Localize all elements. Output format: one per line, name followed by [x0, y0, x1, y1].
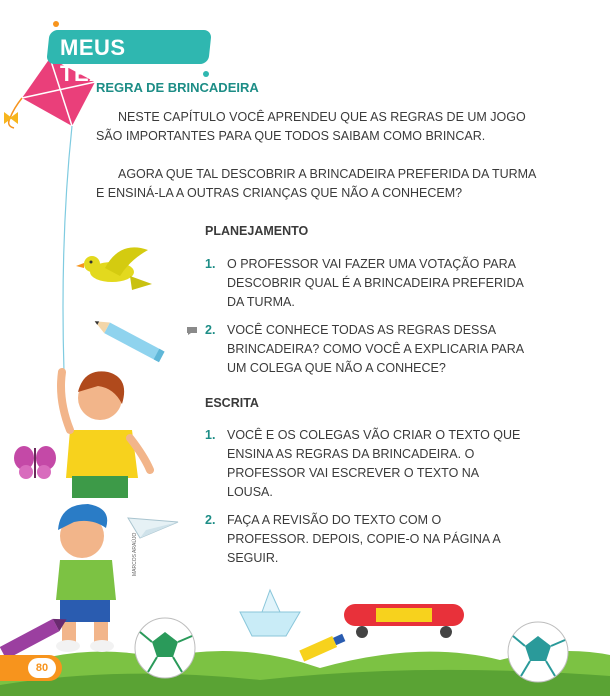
planejamento-item-1 [205, 255, 525, 312]
skateboard-icon [344, 604, 464, 638]
intro-paragraph-2: AGORA QUE TAL DESCOBRIR A BRINCADEIRA PREFERIDA DA TURMA E ENSINÁ-LA A OUTRAS CRIANÇAS QUE NÃO A CONHECEM? [96, 167, 536, 200]
item-text: FAÇA A REVISÃO DO TEXTO COM O PROFESSOR. DEPOIS, COPIE-O NA PÁGINA A SEGUIR. [227, 513, 500, 565]
escrita-heading: ESCRITA [205, 396, 259, 410]
soccer-ball-icon-2 [508, 622, 568, 682]
bird-icon [76, 247, 152, 290]
intro-paragraph-1: NESTE CAPÍTULO VOCÊ APRENDEU QUE AS REGRAS DE UM JOGO SÃO IMPORTANTES PARA QUE TODOS SAIBAM COMO BRINCAR. [96, 110, 526, 143]
meus-textos-banner [48, 30, 210, 86]
banner-title: MEUS TEXTOS [60, 35, 151, 86]
soccer-ball-icon [135, 618, 195, 678]
item-text: VOCÊ E OS COLEGAS VÃO CRIAR O TEXTO QUE ENSINA AS REGRAS DA BRINCADEIRA. O PROFESSOR VAI ESCREVER O TEXTO NA LOUSA. [227, 428, 521, 499]
speech-bubble-icon [186, 326, 198, 336]
pencil-icon [92, 316, 165, 362]
page-number-tab [0, 655, 62, 681]
item-number: 1. [205, 428, 216, 442]
boy-top-illustration [61, 371, 150, 498]
item-number: 2. [205, 323, 216, 337]
kite-icon [4, 58, 95, 372]
item-text: O PROFESSOR VAI FAZER UMA VOTAÇÃO PARA DESCOBRIR QUAL É A BRINCADEIRA PREFERIDA DA TURMA. [227, 257, 524, 309]
planejamento-item-2 [205, 321, 525, 378]
planejamento-heading: PLANEJAMENTO [205, 224, 309, 238]
butterfly-icon [14, 446, 56, 479]
boy-bottom-illustration [56, 504, 116, 652]
item-number: 2. [205, 513, 216, 527]
section-title: REGRA DE BRINCADEIRA [96, 80, 259, 95]
page-number: 80 [35, 662, 49, 674]
illustration-credit: MARCOS ARAÚJO [132, 532, 138, 576]
paper-boat-icon [240, 590, 300, 636]
item-text: VOCÊ CONHECE TODAS AS REGRAS DESSA BRINCADEIRA? COMO VOCÊ A EXPLICARIA PARA UM COLEGA QUE NÃO A CONHECE? [227, 323, 524, 375]
glue-stick-icon [299, 632, 346, 662]
escrita-item-2 [205, 511, 525, 568]
escrita-item-1 [205, 426, 525, 502]
crayon-icon [0, 613, 70, 659]
item-number: 1. [205, 257, 216, 271]
